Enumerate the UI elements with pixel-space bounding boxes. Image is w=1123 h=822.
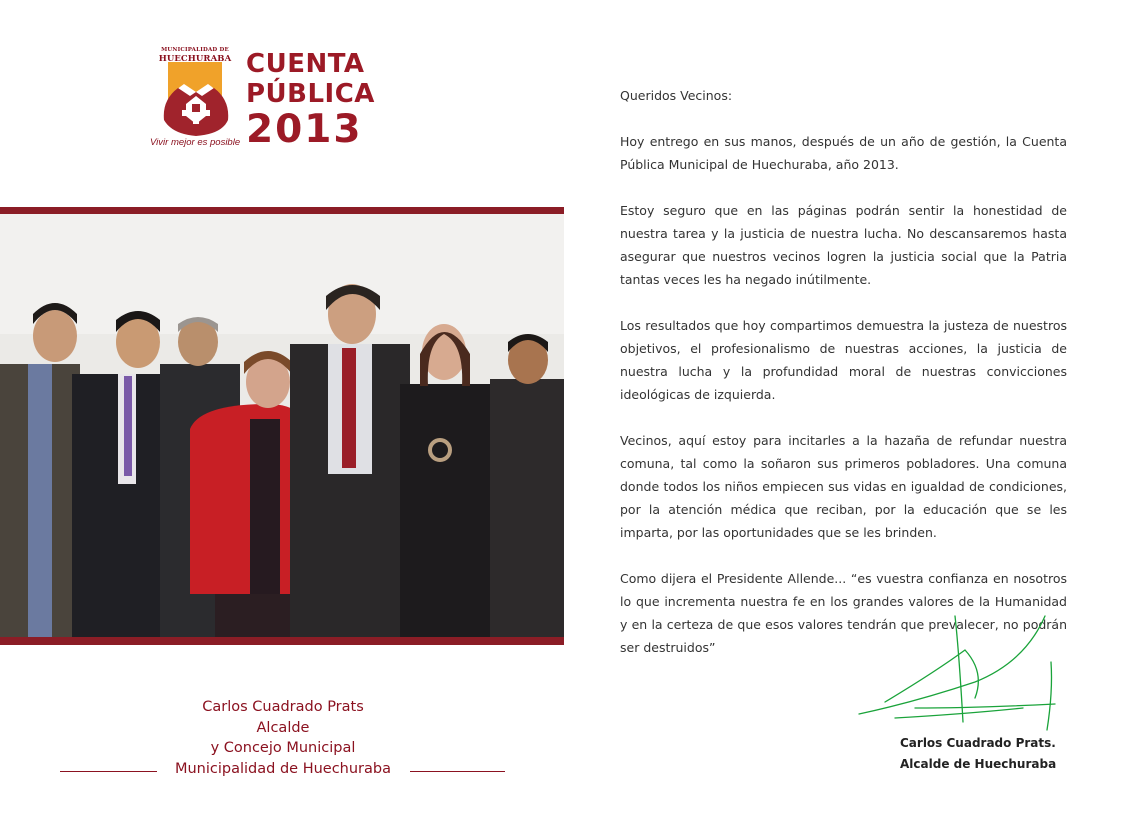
handwritten-signature [855, 612, 1075, 732]
photo-caption [60, 697, 506, 779]
cover-title-year: 2013 [246, 107, 363, 152]
caption-municipality: Municipalidad de Huechuraba [174, 760, 391, 777]
cover-title [246, 49, 375, 152]
letter-paragraph: Hoy entrego en sus manos, después de un año de gestión, la Cuenta Pública Municipal de Huechuraba, año 2013. [620, 134, 1067, 172]
letter-greeting: Queridos Vecinos: [620, 88, 733, 103]
logo-municipality-text [152, 48, 238, 63]
logo-slogan: Vivir mejor es posible [150, 137, 241, 148]
caption-council: y Concejo Municipal [210, 740, 356, 756]
letter-paragraph: Los resultados que hoy compartimos demuestra la justeza de nuestros objetivos, el profesionalismo de nuestras acciones, la justicia de nuestra lucha y la profundidad moral de nuestras convicciones ideológicas de izquierda. [620, 318, 1067, 402]
letter-paragraph: Estoy seguro que en las páginas podrán sentir la honestidad de nuestra tarea y la justicia de nuestra lucha. No descansaremos hasta asegurar que nuestros vecinos logren la justicia social que la Patria tantas veces les ha negado inútilmente. [620, 203, 1067, 287]
photo-frame-bottom-bar [0, 637, 564, 645]
signature-name: Carlos Cuadrado Prats. [900, 736, 1056, 750]
caption-rule-right [410, 771, 505, 772]
signature-block [900, 733, 1056, 775]
caption-role: Alcalde [256, 719, 310, 736]
caption-rule-left [60, 771, 157, 772]
logo-line-1: MUNICIPALIDAD DE [161, 47, 229, 53]
municipality-logo [150, 48, 380, 158]
group-photo-illustration [0, 214, 564, 637]
letter-paragraph: Vecinos, aquí estoy para incitarles a la hazaña de refundar nuestra comuna, tal como la soñaron sus primeros pobladores. Una comuna donde todos los niños empiecen sus vidas en igualdad de condiciones, por la atención médica que reciban, por la educación que se les imparta, por las oportunidades que se les brinden. [620, 433, 1067, 540]
cover-title-line-1: CUENTA [246, 49, 365, 79]
group-photo [0, 214, 564, 637]
letter-paragraph: Como dijera el Presidente Allende... “es vuestra confianza en nosotros lo que incrementa nuestra fe en los grandes valores de la Humanidad y en la certeza de que esos valores tendrán que prevalecer, no podrán ser destruidos” [620, 571, 1067, 655]
logo-line-2: HUECHURABA [158, 53, 232, 64]
photo-frame-top-bar [0, 207, 564, 214]
letter-body [620, 84, 1067, 682]
signature-title: Alcalde de Huechuraba [900, 757, 1057, 771]
cover-title-line-2: PÚBLICA [246, 79, 375, 109]
caption-name: Carlos Cuadrado Prats [202, 699, 364, 715]
